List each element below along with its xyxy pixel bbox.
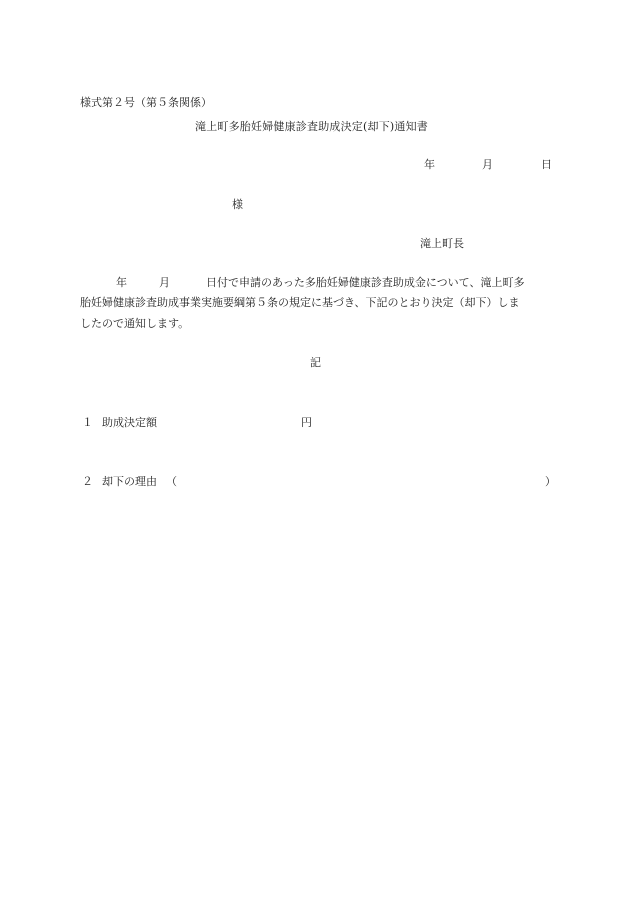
yen-unit: 円 [301, 416, 312, 429]
recipient-honorific: 様 [232, 198, 243, 211]
document-title: 滝上町多胎妊婦健康診査助成決定(却下)通知書 [195, 120, 428, 133]
body-text-line-1: 日付で申請のあった多胎妊婦健康診査助成金について、滝上町多 [206, 276, 525, 289]
item-number: １ [82, 416, 93, 429]
reason-open-paren: （ [166, 475, 177, 488]
reason-close-paren: ） [545, 475, 556, 488]
body-month-label: 月 [159, 276, 170, 289]
grant-amount-label: 助成決定額 [102, 416, 157, 429]
item-number: ２ [82, 475, 93, 488]
body-year-label: 年 [116, 276, 127, 289]
rejection-reason-label: 却下の理由 [102, 475, 157, 488]
date-month-label: 月 [482, 158, 493, 171]
date-day-label: 日 [541, 158, 552, 171]
form-number-label: 様式第２号（第５条関係） [80, 96, 212, 109]
body-text-line-3: したので通知します。 [80, 317, 190, 330]
date-year-label: 年 [424, 158, 435, 171]
sender-name: 滝上町長 [420, 237, 464, 250]
body-text-line-2: 胎妊婦健康診査助成事業実施要綱第５条の規定に基づき、下記のとおり決定（却下）しま [80, 296, 520, 309]
ki-heading: 記 [310, 356, 321, 369]
